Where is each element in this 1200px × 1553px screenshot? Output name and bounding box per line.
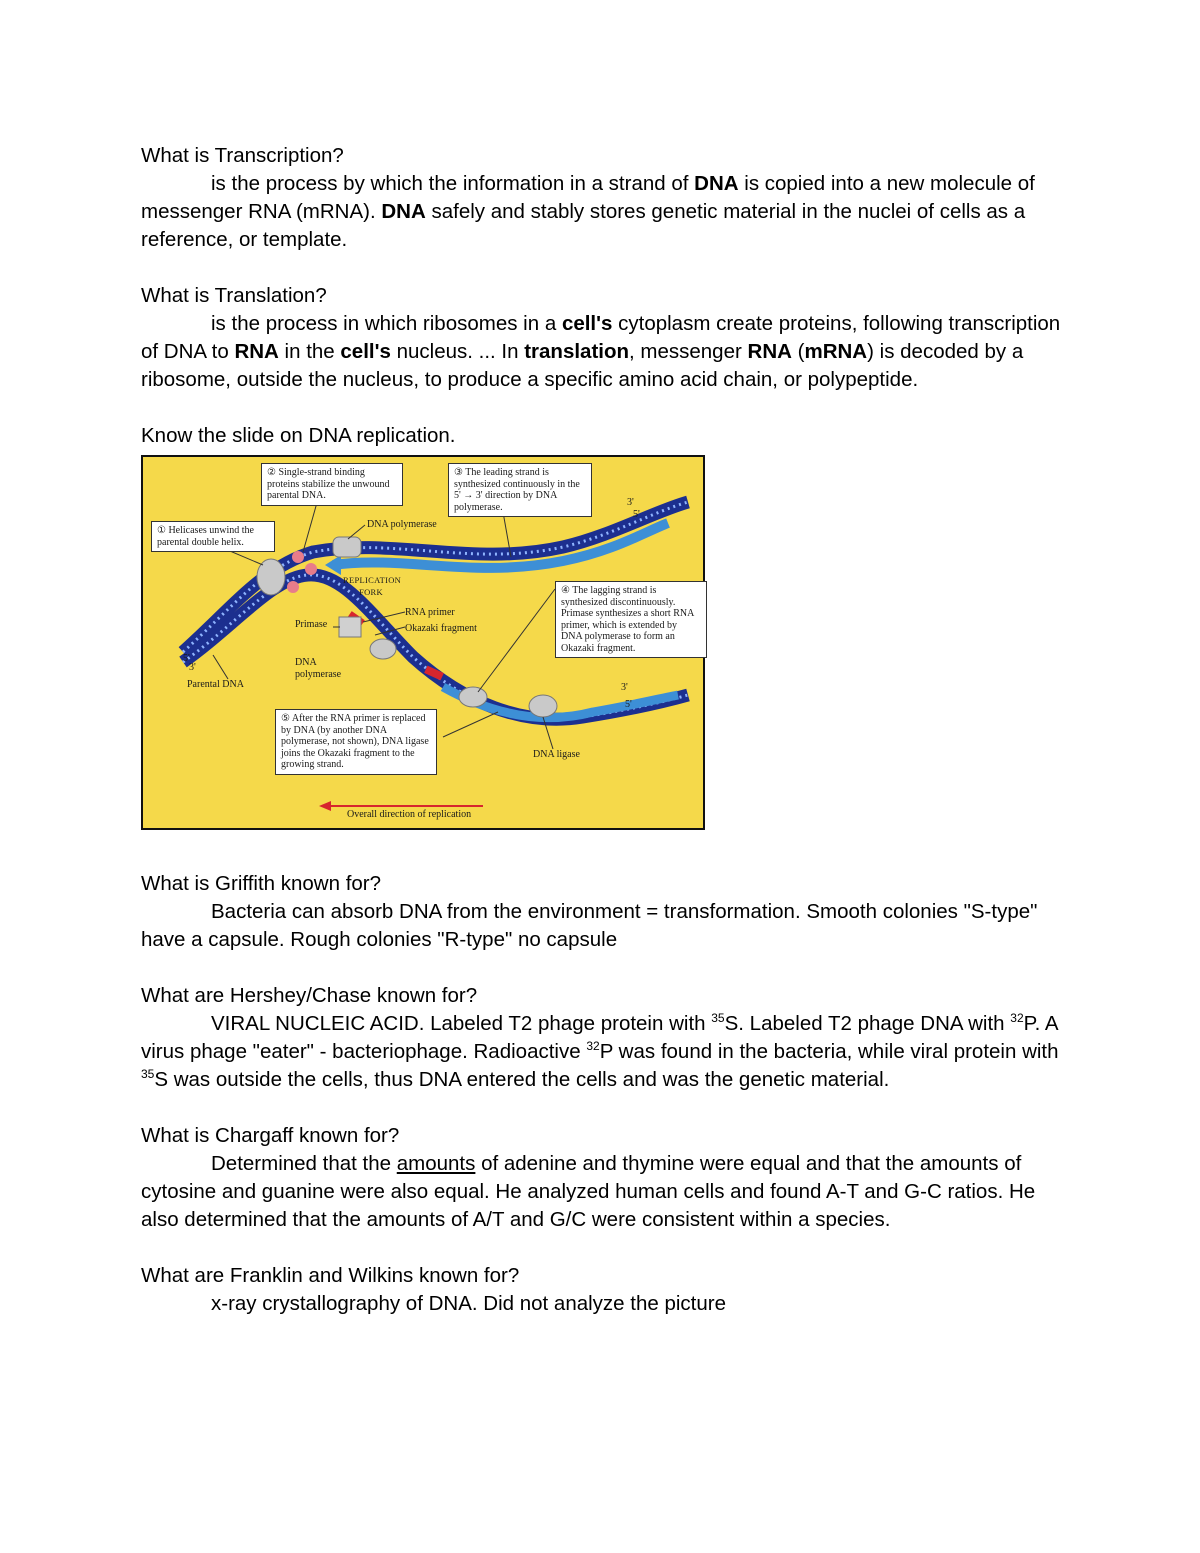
label-5prime-top: 5'	[633, 509, 640, 520]
label-primase: Primase	[295, 619, 328, 630]
slide-note: Know the slide on DNA replication.	[141, 424, 456, 447]
label-3prime-bottom: 3'	[621, 682, 628, 693]
label-replication-fork: REPLICATION FORK	[343, 575, 402, 597]
primase-shape	[339, 617, 361, 637]
question-translation: What is Translation?	[141, 284, 327, 307]
label-dna-polymerase-top: DNA polymerase	[367, 519, 437, 530]
label-3prime-left: 3'	[189, 662, 196, 673]
label-okazaki-fragment: Okazaki fragment	[405, 623, 477, 634]
question-chargaff: What is Chargaff known for?	[141, 1124, 400, 1147]
section-franklin-wilkins	[141, 1262, 1061, 1318]
question-franklin-wilkins: What are Franklin and Wilkins known for?	[141, 1264, 520, 1287]
label-3prime-top: 3'	[627, 497, 634, 508]
ssb-1	[292, 551, 304, 563]
label-5prime-bottom: 5'	[625, 699, 632, 710]
dna-ligase-shape	[529, 695, 557, 717]
answer-chargaff: Determined that the amounts of adenine and thymine were equal and that the amounts of cytosine and guanine were also equal. He analyzed human cells and found A-T and G-C ratios. He also determined that the amounts of A/T and G/C were consistent within a species.	[141, 1152, 1036, 1231]
document-page	[141, 142, 1061, 1318]
section-translation	[141, 282, 1061, 394]
label-overall-direction: Overall direction of replication	[347, 809, 472, 820]
section-hershey-chase	[141, 982, 1061, 1094]
dna-polymerase-top-shape	[333, 537, 361, 557]
label-step2: ② Single-strand binding proteins stabilize the unwound parental DNA.	[261, 463, 403, 506]
label-parental-dna: Parental DNA	[187, 679, 244, 690]
answer-translation: is the process in which ribosomes in a cell's cytoplasm create proteins, following transcription of DNA to RNA in the cell's nucleus. ... In translation, messenger RNA (mRNA) is decoded by a ribosome, outside the nucleus, to produce a specific amino acid chain, or polypeptide.	[141, 312, 1061, 391]
label-step4: ④ The lagging strand is synthesized discontinuously. Primase synthesizes a short RNA primer, which is extended by DNA polymerase to form an Okazaki fragment.	[555, 581, 707, 658]
label-step1: ① Helicases unwind the parental double helix.	[151, 521, 275, 552]
section-replication	[141, 422, 1061, 450]
polymerase-lagging-shape	[459, 687, 487, 707]
label-dna-polymerase-mid: DNA polymerase	[295, 657, 342, 680]
label-dna-ligase: DNA ligase	[533, 749, 580, 760]
ssb-2	[305, 563, 317, 575]
answer-franklin-wilkins: x-ray crystallography of DNA. Did not analyze the picture	[211, 1292, 727, 1315]
ssb-3	[287, 581, 299, 593]
question-griffith: What is Griffith known for?	[141, 872, 382, 895]
label-5prime-left: 5'	[183, 653, 190, 664]
dna-polymerase-mid-shape	[370, 639, 396, 659]
label-step5: ⑤ After the RNA primer is replaced by DNA (by another DNA polymerase, not shown), DNA ligase joins the Okazaki fragment to the growing strand.	[275, 709, 437, 775]
section-transcription	[141, 142, 1061, 254]
label-step3: ③ The leading strand is synthesized continuously in the 5' → 3' direction by DNA polymerase.	[448, 463, 592, 517]
label-rna-primer: RNA primer	[405, 607, 455, 618]
answer-griffith: Bacteria can absorb DNA from the environment = transformation. Smooth colonies "S-type" have a capsule. Rough colonies "R-type" no capsule	[141, 900, 1038, 951]
section-chargaff	[141, 1122, 1061, 1234]
question-transcription: What is Transcription?	[141, 144, 344, 167]
dna-replication-figure	[141, 455, 705, 830]
question-hershey-chase: What are Hershey/Chase known for?	[141, 984, 478, 1007]
section-griffith	[141, 870, 1061, 954]
answer-transcription: is the process by which the information in a strand of DNA is copied into a new molecule of messenger RNA (mRNA). DNA safely and stably stores genetic material in the nuclei of cells as a reference, or template.	[141, 172, 1035, 251]
answer-hershey-chase: VIRAL NUCLEIC ACID. Labeled T2 phage protein with $^{35}$S. Labeled T2 phage DNA with $^{32}$P. A virus phage "eater" - bacteriophage. Radioactive $^{32}$P was found in the bacteria, while viral protein with $^{35}$S was outside the cells, thus DNA entered the cells and was the genetic material.	[141, 1011, 1059, 1091]
